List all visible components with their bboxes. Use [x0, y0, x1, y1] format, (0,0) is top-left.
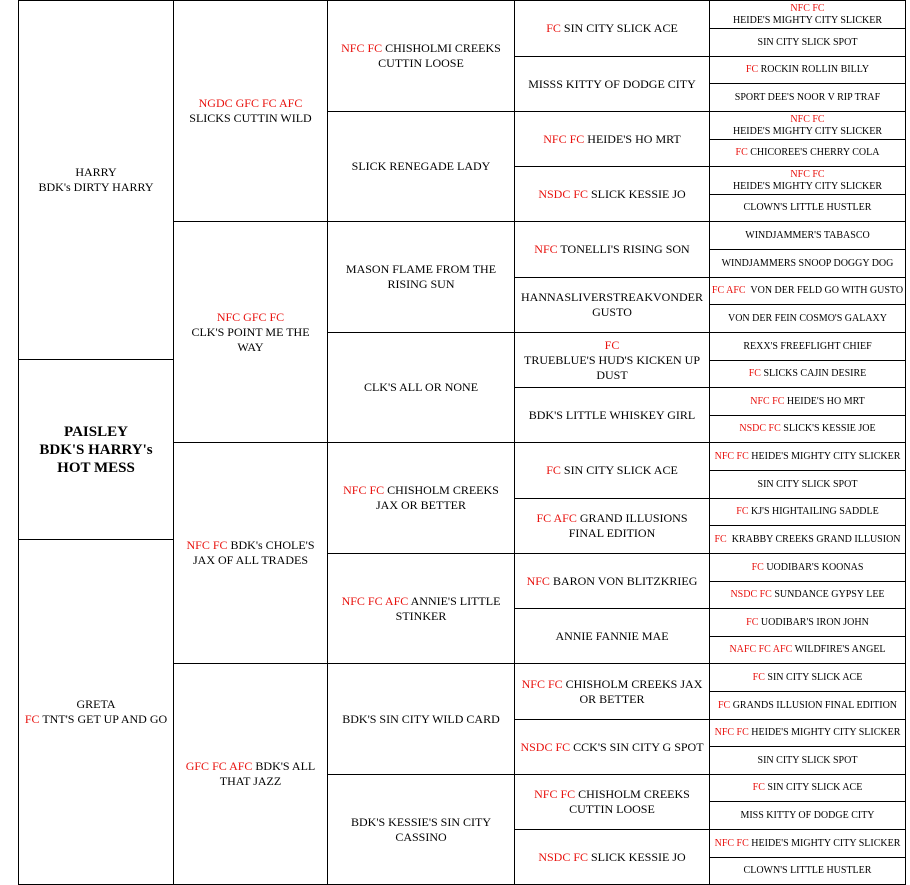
- dog-name: SUNDANCE GYPSY LEE: [774, 589, 885, 600]
- gen4-cell: [514, 774, 710, 830]
- gen5-cell: [709, 28, 906, 57]
- dog-title: GFC FC AFC: [185, 759, 253, 773]
- gen5-cell: [709, 304, 906, 333]
- dog-title: NFC FC: [186, 538, 228, 552]
- dog-title: NFC FC: [714, 727, 749, 738]
- dam-title: FC: [24, 712, 40, 726]
- dog-name: SLICKS CUTTIN WILD: [189, 111, 312, 125]
- gen5-cell: [709, 553, 906, 582]
- dog-title: NFC: [526, 573, 550, 588]
- dog-title: NAFC FC AFC: [729, 644, 793, 655]
- dog-title: NFC FC: [543, 131, 585, 146]
- dog-name: VON DER FELD GO WITH GUSTO: [750, 285, 904, 296]
- dog-name: TRUEBLUE'S HUD'S KICKEN UP DUST: [524, 352, 700, 382]
- dog-name: SIN CITY SLICK ACE: [767, 782, 863, 793]
- great-grandparent-cell: [327, 774, 515, 885]
- dog-name: CLOWN'S LITTLE HUSTLER: [743, 202, 872, 213]
- dog-name: SIN CITY SLICK SPOT: [757, 478, 858, 490]
- gen4-cell: [514, 221, 710, 278]
- gen5-cell: [709, 194, 906, 222]
- gen4-cell: [514, 111, 710, 167]
- gen4-cell: [514, 663, 710, 720]
- dog-title: FC: [546, 463, 561, 477]
- dog-name: BDK's CHOLE'S JAX OF ALL TRADES: [192, 538, 315, 567]
- grandparent-cell: [173, 221, 328, 443]
- dog-name: BDK'S LITTLE WHISKEY GIRL: [528, 407, 696, 422]
- gen5-cell: [709, 83, 906, 112]
- dog-name: MISSS KITTY OF DODGE CITY: [528, 76, 696, 91]
- great-grandparent-cell: [327, 111, 515, 222]
- dog-title: NSDC FC: [730, 589, 772, 600]
- great-grandparent-cell: [327, 663, 515, 775]
- dog-name: SLICK KESSIE JO: [591, 186, 686, 201]
- great-grandparent-cell: [327, 442, 515, 554]
- gen4-cell: [514, 719, 710, 775]
- dog-name: HEIDE'S HO MRT: [587, 131, 681, 146]
- gen4-cell: [514, 829, 710, 885]
- gen5-cell: [709, 581, 906, 609]
- gen5-cell: [709, 608, 906, 637]
- dog-title: NFC: [534, 242, 558, 256]
- dog-title: NFC FC: [790, 168, 825, 180]
- dog-name: SIN CITY SLICK ACE: [563, 21, 678, 35]
- dog-name: SPORT DEE'S NOOR V RIP TRAF: [734, 91, 881, 103]
- gen5-cell: [709, 360, 906, 388]
- dog-name: CHISHOLM CREEKS JAX OR BETTER: [565, 676, 703, 706]
- dog-title: FC: [604, 337, 620, 352]
- dog-title: FC: [714, 533, 727, 545]
- dog-name: HEIDE'S MIGHTY CITY SLICKER: [732, 125, 883, 137]
- gen5-cell: [709, 387, 906, 416]
- dog-title: FC: [751, 561, 764, 573]
- dog-name: BARON VON BLITZKRIEG: [552, 573, 698, 588]
- sire-call-name: HARRY: [75, 165, 117, 179]
- dog-title: NFC FC: [750, 395, 785, 407]
- grandparent-cell: [173, 442, 328, 664]
- gen5-cell: [709, 221, 906, 250]
- dog-title: NFC FC: [343, 483, 385, 497]
- dog-name: BDK'S KESSIE'S SIN CITY CASSINO: [350, 814, 491, 844]
- subject-cell: [18, 359, 174, 540]
- great-grandparent-cell: [327, 553, 515, 664]
- dog-title: FC: [735, 147, 748, 158]
- gen5-cell: [709, 801, 906, 830]
- dog-name: ANNIE FANNIE MAE: [555, 628, 669, 643]
- gen5-cell: [709, 442, 906, 471]
- dog-title: FC: [717, 699, 731, 711]
- dog-name: BDK'S ALL THAT JAZZ: [219, 759, 316, 788]
- dog-name: MASON FLAME FROM THE RISING SUN: [345, 262, 497, 291]
- gen4-cell: [514, 56, 710, 112]
- dog-name: CCK'S SIN CITY G SPOT: [573, 739, 704, 754]
- great-grandparent-cell: [327, 332, 515, 443]
- gen5-cell: [709, 166, 906, 195]
- great-grandparent-cell: [327, 221, 515, 333]
- dog-title: NFC FC: [790, 2, 825, 14]
- dog-name: SLICKS CAJIN DESIRE: [763, 368, 867, 379]
- gen4-cell: [514, 608, 710, 664]
- dog-name: HEIDE'S MIGHTY CITY SLICKER: [732, 180, 883, 192]
- dog-name: CLK'S ALL OR NONE: [363, 380, 479, 394]
- dog-title: FC: [752, 671, 765, 683]
- dog-title: NSDC FC: [538, 849, 588, 864]
- gen5-cell: [709, 498, 906, 526]
- dog-title: NFC FC: [341, 41, 383, 55]
- gen4-cell: [514, 166, 710, 222]
- dog-name: REXX'S FREEFLIGHT CHIEF: [743, 340, 872, 352]
- dog-title: NFC FC: [714, 837, 749, 849]
- dam-call-name: GRETA: [76, 697, 116, 711]
- dog-name: HEIDE'S MIGHTY CITY SLICKER: [751, 727, 901, 738]
- dog-name: UODIBAR'S KOONAS: [766, 561, 864, 573]
- dog-name: WINDJAMMERS SNOOP DOGGY DOG: [721, 257, 894, 269]
- dog-title: FC AFC: [536, 511, 577, 525]
- gen5-cell: [709, 746, 906, 775]
- gen5-cell: [709, 415, 906, 443]
- dog-name: CHISHOLM CREEKS CUTTIN LOOSE: [569, 787, 690, 816]
- gen5-cell: [709, 111, 906, 140]
- dog-name: KRABBY CREEKS GRAND ILLUSION: [731, 533, 901, 545]
- dog-name: CHICOREE'S CHERRY COLA: [750, 147, 880, 158]
- subject-call-name: PAISLEY: [64, 423, 128, 440]
- gen5-cell: [709, 857, 906, 885]
- great-grandparent-cell: [327, 0, 515, 112]
- gen5-cell: [709, 829, 906, 858]
- gen4-cell: [514, 498, 710, 554]
- subject-name-line1: BDK'S HARRY's: [39, 441, 153, 458]
- dog-title: FC: [736, 506, 749, 517]
- dog-title: FC: [745, 64, 759, 75]
- gen5-cell: [709, 525, 906, 554]
- dog-name: SLICK KESSIE JO: [591, 849, 686, 864]
- dog-name: HEIDE'S MIGHTY CITY SLICKER: [751, 837, 901, 849]
- dog-title: FC: [748, 368, 761, 379]
- dog-name: ROCKIN ROLLIN BILLY: [760, 64, 870, 75]
- dog-name: WINDJAMMER'S TABASCO: [745, 229, 870, 241]
- gen5-cell: [709, 774, 906, 802]
- dog-name: WILDFIRE'S ANGEL: [794, 644, 886, 655]
- dog-name: HANNASLIVERSTREAKVONDERGUSTO: [521, 290, 703, 319]
- dog-name: GRANDS ILLUSION FINAL EDITION: [732, 699, 898, 711]
- dog-name: CHISHOLMI CREEKS CUTTIN LOOSE: [378, 41, 501, 70]
- dog-name: HEIDE'S MIGHTY CITY SLICKER: [732, 14, 883, 26]
- gen4-cell: [514, 387, 710, 443]
- dog-name: TONELLI'S RISING SON: [560, 242, 690, 256]
- dog-name: VON DER FEIN COSMO'S GALAXY: [727, 312, 888, 324]
- dog-title: FC: [752, 782, 765, 793]
- dog-name: BDK'S SIN CITY WILD CARD: [342, 711, 500, 726]
- dog-title: FC AFC: [711, 285, 746, 296]
- gen5-cell: [709, 0, 906, 29]
- dog-name: SLICK'S KESSIE JOE: [783, 423, 876, 434]
- dog-title: NFC FC: [534, 787, 576, 801]
- dog-title: NSDC FC: [520, 739, 571, 754]
- gen5-cell: [709, 636, 906, 664]
- dog-name: CLK'S POINT ME THE WAY: [191, 324, 310, 354]
- dog-title: NSDC FC: [538, 186, 588, 201]
- dog-title: NFC FC: [790, 113, 825, 125]
- gen5-cell: [709, 139, 906, 167]
- gen4-cell: [514, 332, 710, 388]
- dog-name: CHISHOLM CREEKS JAX OR BETTER: [376, 483, 499, 512]
- dam-name: TNT'S GET UP AND GO: [42, 712, 168, 726]
- grandparent-cell: [173, 663, 328, 885]
- dog-title: FC: [746, 616, 759, 628]
- gen5-cell: [709, 56, 906, 84]
- gen5-cell: [709, 277, 906, 305]
- sire-cell: [18, 0, 174, 360]
- gen4-cell: [514, 553, 710, 609]
- dog-name: SIN CITY SLICK SPOT: [757, 754, 858, 766]
- dog-name: MISS KITTY OF DODGE CITY: [740, 809, 875, 821]
- dam-cell: [18, 539, 174, 885]
- dog-name: SIN CITY SLICK SPOT: [757, 36, 858, 48]
- dog-name: SLICK RENEGADE LADY: [351, 159, 491, 173]
- gen4-cell: [514, 0, 710, 57]
- gen4-cell: [514, 277, 710, 333]
- grandparent-cell: [173, 0, 328, 222]
- dog-title: NFC GFC FC: [216, 309, 285, 324]
- dog-title: NFC FC: [714, 450, 749, 462]
- dog-title: FC: [546, 21, 561, 35]
- dog-name: UODIBAR'S IRON JOHN: [760, 616, 869, 628]
- gen5-cell: [709, 470, 906, 499]
- dog-title: NFC FC AFC: [341, 593, 409, 608]
- gen5-cell: [709, 691, 906, 720]
- dog-name: SIN CITY SLICK ACE: [563, 463, 678, 477]
- gen4-cell: [514, 442, 710, 499]
- gen5-cell: [709, 332, 906, 361]
- dog-name: SIN CITY SLICK ACE: [767, 671, 863, 683]
- dog-title: NGDC GFC FC AFC: [198, 96, 303, 110]
- gen5-cell: [709, 719, 906, 747]
- dog-name: HEIDE'S MIGHTY CITY SLICKER: [751, 450, 901, 462]
- dog-title: NFC FC: [521, 676, 563, 691]
- gen5-cell: [709, 249, 906, 278]
- sire-name: BDK's DIRTY HARRY: [38, 180, 154, 194]
- dog-title: NSDC FC: [739, 423, 781, 434]
- gen5-cell: [709, 663, 906, 692]
- dog-name: CLOWN'S LITTLE HUSTLER: [743, 865, 872, 876]
- dog-name: ANNIE'S LITTLE STINKER: [395, 593, 501, 623]
- dog-name: KJ'S HIGHTAILING SADDLE: [751, 506, 879, 517]
- dog-name: GRAND ILLUSIONS FINAL EDITION: [568, 511, 688, 540]
- subject-name-line2: HOT MESS: [57, 459, 135, 476]
- dog-name: HEIDE'S HO MRT: [786, 395, 865, 407]
